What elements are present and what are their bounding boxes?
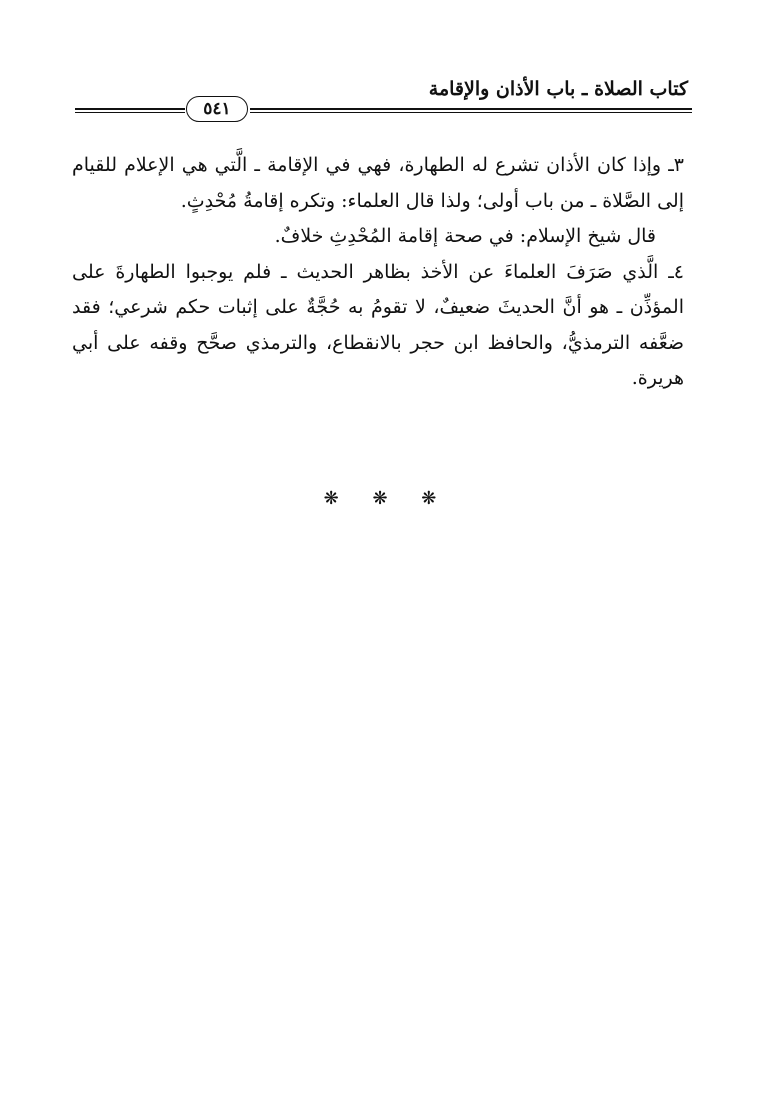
page-number-badge: ٥٤١ xyxy=(186,96,248,122)
page-body xyxy=(72,148,684,397)
divider-star-icon: ❋ xyxy=(372,488,388,509)
section-divider xyxy=(0,488,760,509)
header-rule-right xyxy=(250,108,692,113)
running-header-title: كتاب الصلاة ـ باب الأذان والإقامة xyxy=(428,78,688,100)
header-rule-left xyxy=(75,108,185,113)
divider-star-icon: ❋ xyxy=(421,488,437,509)
paragraph-point-4: ٤ـ الَّذي صَرَفَ العلماءَ عن الأخذ بظاهر الحديث ـ فلم يوجبوا الطهارةَ على المؤذِّن ـ هو أنَّ الحديثَ ضعيفٌ، لا تقومُ به حُجَّةٌ على إثبات حكم شرعي؛ فقد ضعَّفه الترمذيُّ، والحافظ ابن حجر بالانقطاع، والترمذي صحَّح وقفه على أبي هريرة. xyxy=(72,260,684,389)
divider-star-icon: ❋ xyxy=(323,488,339,509)
paragraph-point-3: ٣ـ وإذا كان الأذان تشرع له الطهارة، فهي في الإقامة ـ الَّتي هي الإعلام للقيام إلى الصَّلاة ـ من باب أولى؛ ولذا قال العلماء: وتكره إقامةُ مُحْدِثٍ. xyxy=(72,154,684,212)
paragraph-quote-sheikh: قال شيخ الإسلام: في صحة إقامة المُحْدِثِ خلافٌ. xyxy=(274,225,656,247)
